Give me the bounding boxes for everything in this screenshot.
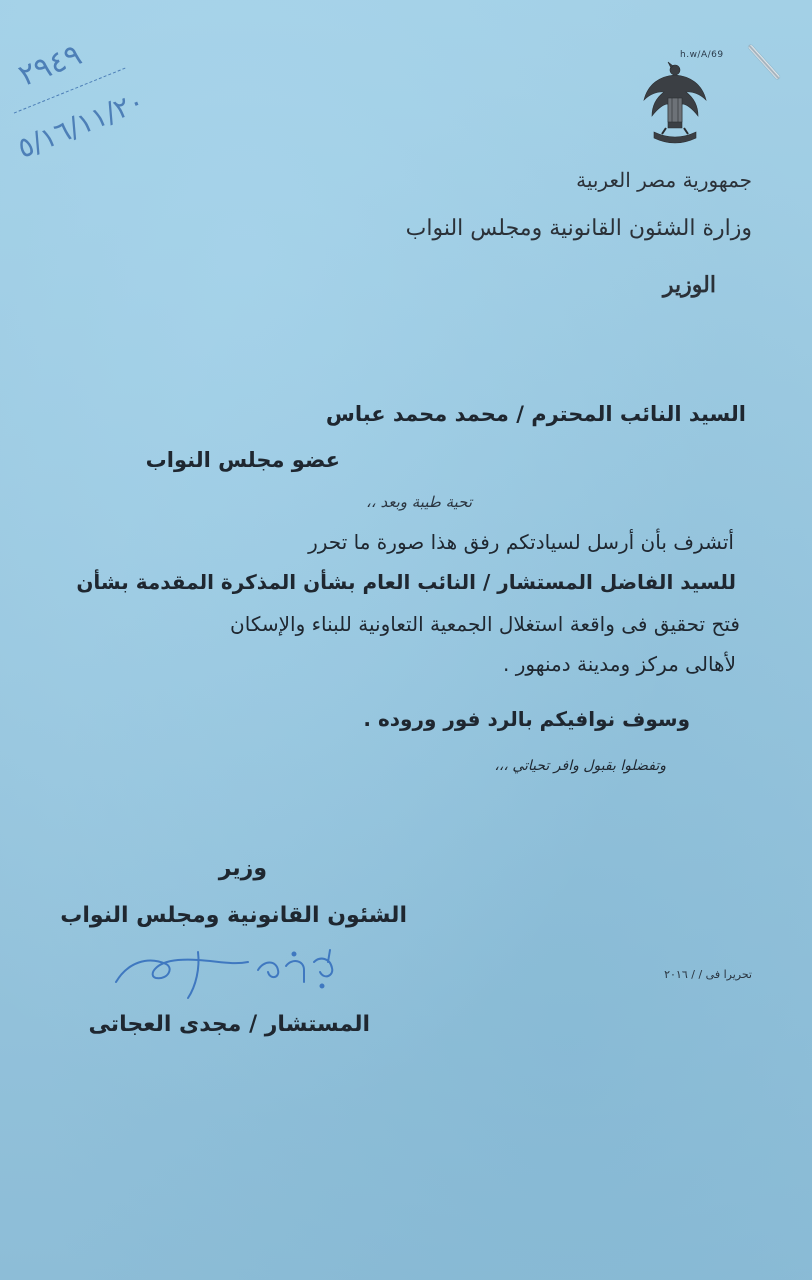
body-line-4: لأهالى مركز ومدينة دمنهور . (503, 652, 736, 676)
header-country: جمهورية مصر العربية (576, 168, 752, 192)
addressee-title: عضو مجلس النواب (145, 448, 340, 472)
closing-line: وتفضلوا بقبول وافر تحياتي ،،، (494, 758, 666, 774)
stamp-number: ٢٩٤٩ (13, 37, 87, 94)
body-line-3: فتح تحقيق فى واقعة استغلال الجمعية التعاونية للبناء والإسكان (230, 612, 740, 636)
header-ministry: وزارة الشئون القانونية ومجلس النواب (405, 216, 752, 241)
eagle-emblem-icon (640, 58, 710, 148)
signatory-name: المستشار / مجدى العجاتى (88, 1012, 370, 1037)
paper-clip (748, 44, 780, 79)
stamp-date: ٥/١٦/١١/٢٠ (12, 84, 149, 165)
date-line: تحريرا فى / / ٢٠١٦ (664, 968, 752, 981)
body-line-1: أتشرف بأن أرسل لسيادتكم رفق هذا صورة ما تحرر (308, 530, 734, 554)
handwritten-signature (108, 942, 348, 1002)
registration-stamp (0, 30, 149, 180)
signature-title-ministry: الشئون القانونية ومجلس النواب (60, 903, 407, 928)
followup-line: وسوف نوافيكم بالرد فور وروده . (363, 707, 690, 731)
body-line-2: للسيد الفاضل المستشار / النائب العام بشأن المذكرة المقدمة بشأن (76, 570, 736, 594)
addressee-line: السيد النائب المحترم / محمد محمد عباس (325, 402, 746, 426)
greeting: تحية طيبة وبعد ،، (366, 493, 472, 511)
signature-title-minister: وزير (218, 856, 267, 881)
reference-number: h.w/A/69 (680, 50, 724, 60)
header-minister: الوزير (662, 272, 716, 298)
